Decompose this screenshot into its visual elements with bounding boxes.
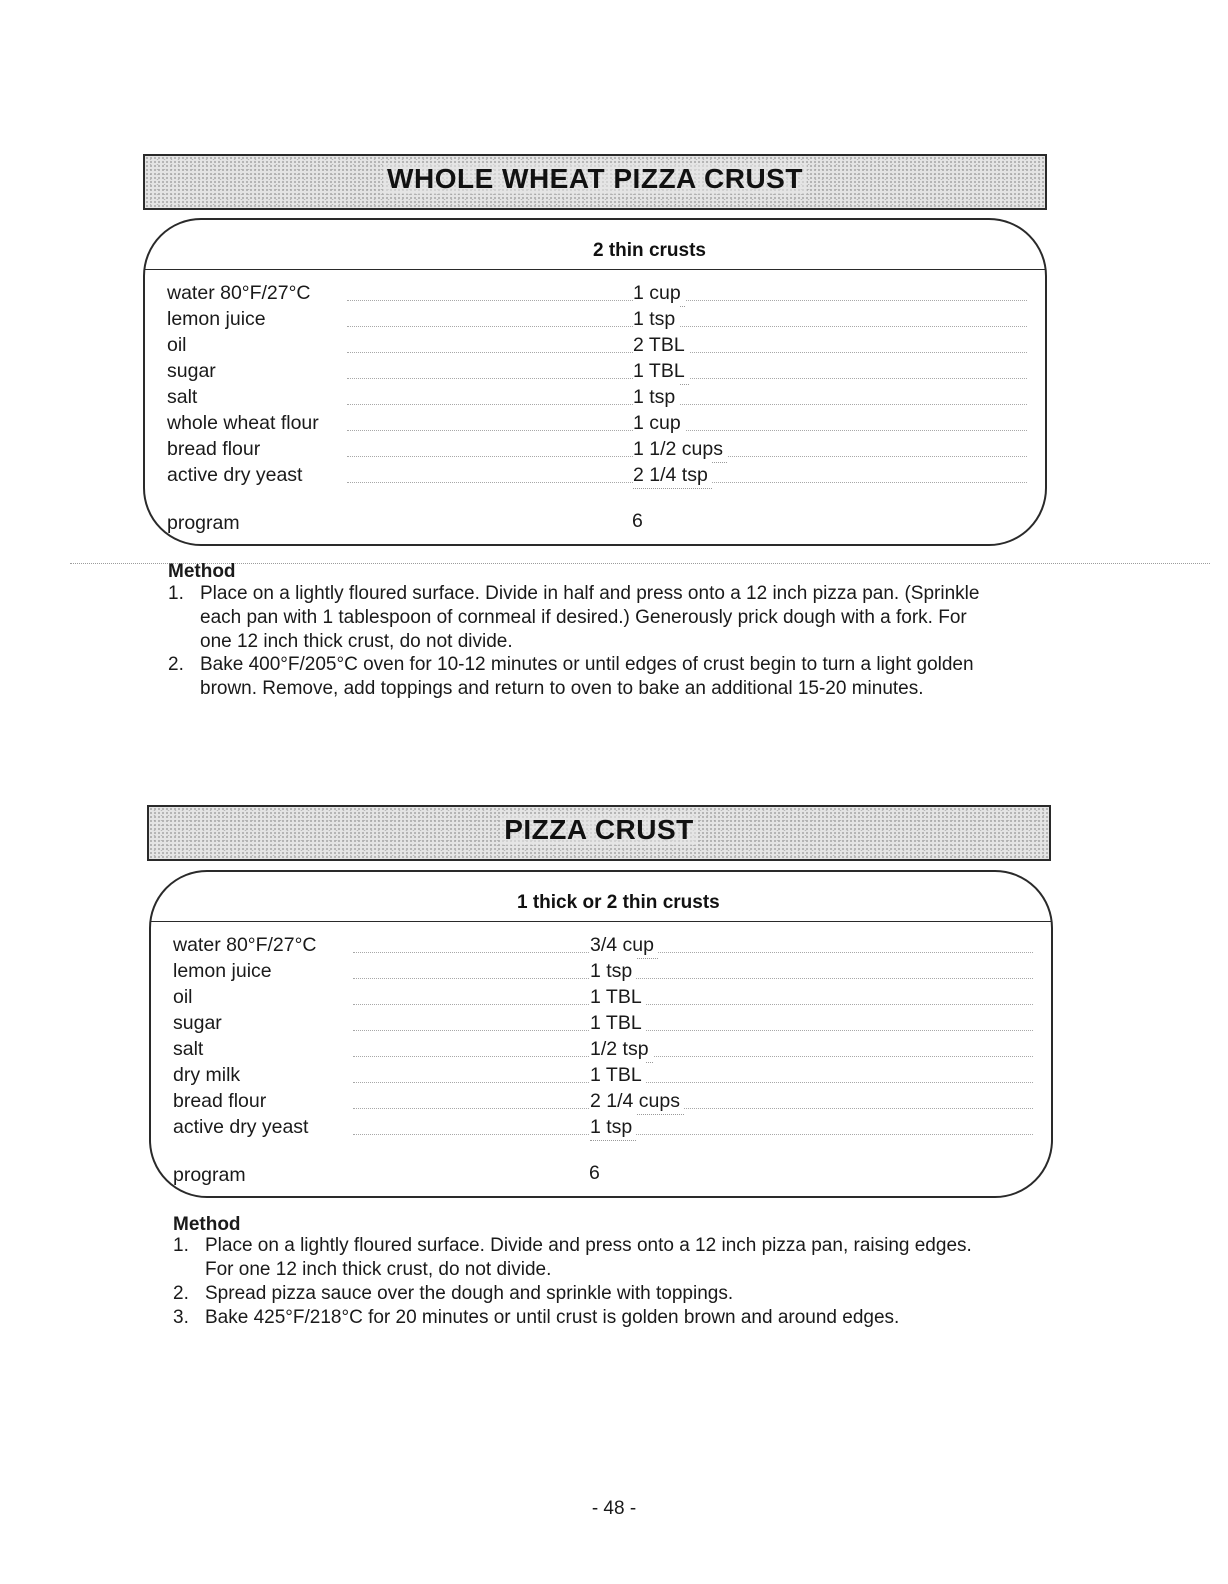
ingredient-amount: 1/2 tsp — [590, 1036, 653, 1063]
ingredient-amount: 1 TBL — [590, 1010, 646, 1037]
section-divider — [70, 563, 1210, 564]
ingredient-name: active dry yeast — [173, 1114, 314, 1140]
ingredient-name: lemon juice — [173, 958, 278, 984]
step-line: For one 12 inch thick crust, do not divide. — [205, 1259, 552, 1280]
recipe-title-banner — [143, 154, 1047, 210]
ingredient-amount: 3/4 cup — [590, 932, 658, 959]
step-number: 2. — [173, 1283, 189, 1304]
method-step — [168, 653, 1068, 701]
ingredient-amount: 1 1/2 cups — [633, 436, 727, 463]
ingredient-name: bread flour — [173, 1088, 272, 1114]
ingredient-row — [173, 932, 1033, 958]
ingredient-name: sugar — [173, 1010, 228, 1036]
ingredient-amount: 1 tsp — [633, 306, 679, 333]
ingredient-row — [173, 1114, 1033, 1140]
ingredient-row — [167, 306, 1027, 332]
method-heading: Method — [173, 1214, 241, 1235]
ingredient-amount: 2 1/4 tsp — [633, 462, 712, 489]
ingredient-name: salt — [167, 384, 203, 410]
yield-divider — [145, 269, 1045, 270]
step-line: one 12 inch thick crust, do not divide. — [200, 631, 513, 652]
ingredient-amount: 1 tsp — [633, 384, 679, 411]
method-step — [173, 1306, 1073, 1330]
ingredient-row — [173, 958, 1033, 984]
yield-divider — [151, 921, 1051, 922]
ingredient-row — [167, 436, 1027, 462]
ingredient-row — [167, 410, 1027, 436]
step-line: each pan with 1 tablespoon of cornmeal if desired.) Generously prick dough with a fork. For — [200, 607, 967, 628]
recipe-title-banner — [147, 805, 1051, 861]
ingredient-name: salt — [173, 1036, 209, 1062]
method-step — [173, 1282, 1073, 1306]
ingredient-amount: 1 tsp — [590, 958, 636, 985]
program-label: program — [173, 1164, 246, 1186]
ingredient-amount: 2 1/4 cups — [590, 1088, 684, 1115]
ingredient-name: sugar — [167, 358, 222, 384]
ingredient-row — [173, 1088, 1033, 1114]
ingredient-amount: 2 TBL — [633, 332, 689, 359]
ingredient-amount: 1 cup — [633, 280, 685, 307]
step-line: Spread pizza sauce over the dough and sprinkle with toppings. — [205, 1283, 734, 1304]
ingredient-row — [173, 1010, 1033, 1036]
ingredient-name: oil — [173, 984, 199, 1010]
program-label: program — [167, 512, 240, 534]
step-number: 3. — [173, 1307, 189, 1328]
method-step — [168, 582, 1068, 654]
ingredient-row — [173, 984, 1033, 1010]
ingredients-card — [149, 870, 1053, 1198]
program-value: 6 — [632, 510, 643, 532]
ingredient-amount: 1 TBL — [633, 358, 689, 385]
step-line: Place on a lightly floured surface. Divide and press onto a 12 inch pizza pan, raising edges. — [205, 1235, 972, 1256]
ingredients-card — [143, 218, 1047, 546]
recipe-title: WHOLE WHEAT PIZZA CRUST — [383, 163, 807, 194]
recipe-yield: 2 thin crusts — [593, 240, 706, 261]
ingredient-name: water 80°F/27°C — [173, 932, 323, 958]
ingredient-name: active dry yeast — [167, 462, 308, 488]
ingredient-row — [173, 1062, 1033, 1088]
ingredient-row — [167, 332, 1027, 358]
ingredient-row — [167, 280, 1027, 306]
step-line: Bake 400°F/205°C oven for 10-12 minutes or until edges of crust begin to turn a light golden — [200, 654, 974, 675]
ingredient-row — [167, 384, 1027, 410]
recipe-yield: 1 thick or 2 thin crusts — [517, 892, 720, 913]
ingredient-name: oil — [167, 332, 193, 358]
ingredient-row — [167, 358, 1027, 384]
step-number: 1. — [173, 1235, 189, 1256]
program-value: 6 — [589, 1162, 600, 1184]
ingredient-amount: 1 TBL — [590, 984, 646, 1011]
method-heading: Method — [168, 561, 236, 582]
method-step — [173, 1234, 1073, 1282]
ingredient-row — [167, 462, 1027, 488]
page-number: - 48 - — [591, 1498, 637, 1519]
step-line: Bake 425°F/218°C for 20 minutes or until crust is golden brown and around edges. — [205, 1307, 900, 1328]
step-line: brown. Remove, add toppings and return to oven to bake an additional 15-20 minutes. — [200, 678, 924, 699]
step-number: 2. — [168, 654, 184, 675]
ingredient-name: lemon juice — [167, 306, 272, 332]
ingredient-amount: 1 TBL — [590, 1062, 646, 1089]
ingredient-name: bread flour — [167, 436, 266, 462]
ingredient-amount: 1 cup — [633, 410, 685, 437]
step-number: 1. — [168, 583, 184, 604]
ingredient-name: water 80°F/27°C — [167, 280, 317, 306]
ingredient-row — [173, 1036, 1033, 1062]
step-line: Place on a lightly floured surface. Divide in half and press onto a 12 inch pizza pan. (Sprinkle — [200, 583, 980, 604]
ingredient-name: whole wheat flour — [167, 410, 325, 436]
ingredient-amount: 1 tsp — [590, 1114, 636, 1141]
ingredient-name: dry milk — [173, 1062, 246, 1088]
recipe-title: PIZZA CRUST — [500, 814, 698, 845]
